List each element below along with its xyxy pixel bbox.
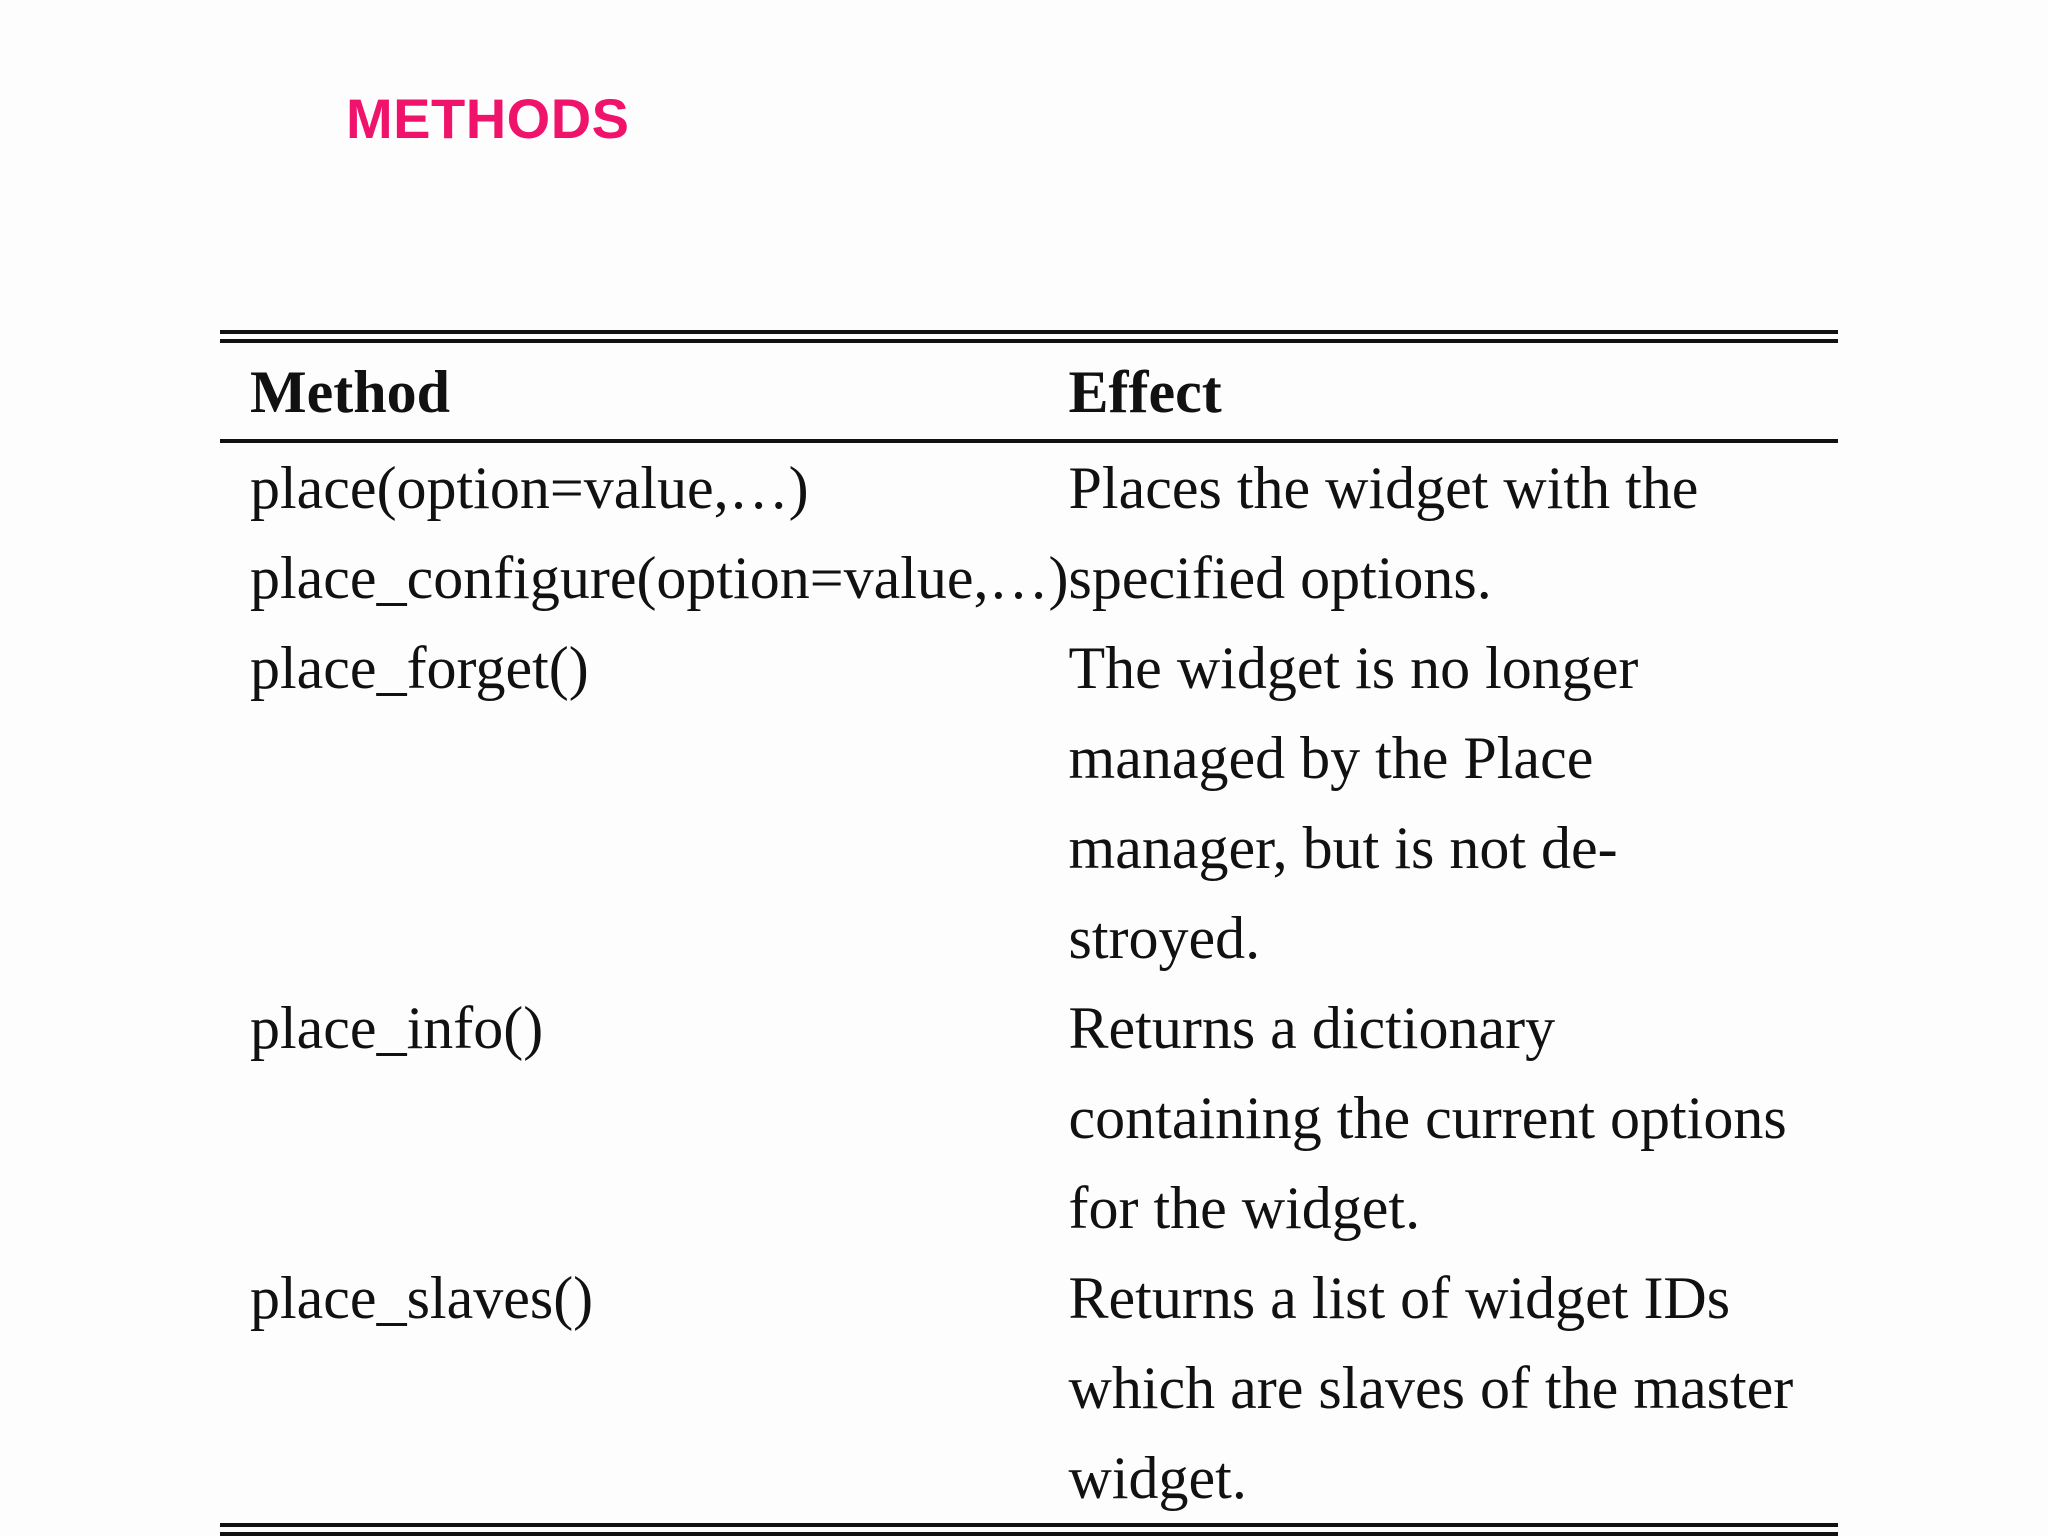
effect-cell: The widget is no longer managed by the Place manager, but is not de-stroyed. [1068, 635, 1639, 971]
slide-title: METHODS [346, 87, 630, 150]
method-cell [220, 623, 1069, 983]
method-cell [220, 1253, 1069, 1523]
column-header-effect: Effect [1068, 359, 1222, 425]
method-name: place_slaves() [250, 1265, 594, 1331]
table-row [220, 1253, 1838, 1523]
method-name: place(option=value,…) [250, 455, 809, 521]
table-row [220, 623, 1838, 983]
method-name: place_forget() [250, 635, 589, 701]
table-top-rule [220, 330, 1838, 343]
column-header-method: Method [250, 359, 450, 425]
table-row [220, 443, 1838, 623]
effect-cell: Returns a dictionary containing the current options for the widget. [1068, 995, 1787, 1241]
effect-cell: Returns a list of widget IDs which are slaves of the master widget. [1068, 1265, 1794, 1511]
methods-table-container [220, 330, 1838, 1536]
effect-cell: Places the widget with the specified options. [1068, 455, 1699, 611]
table-bottom-rule [220, 1523, 1838, 1536]
methods-table [220, 343, 1838, 1523]
method-name: place_info() [250, 995, 544, 1061]
method-cell [220, 983, 1069, 1253]
table-row [220, 983, 1838, 1253]
method-cell [220, 443, 1069, 623]
table-header-row [220, 343, 1838, 439]
method-name: place_configure(option=value,…) [250, 545, 1069, 611]
